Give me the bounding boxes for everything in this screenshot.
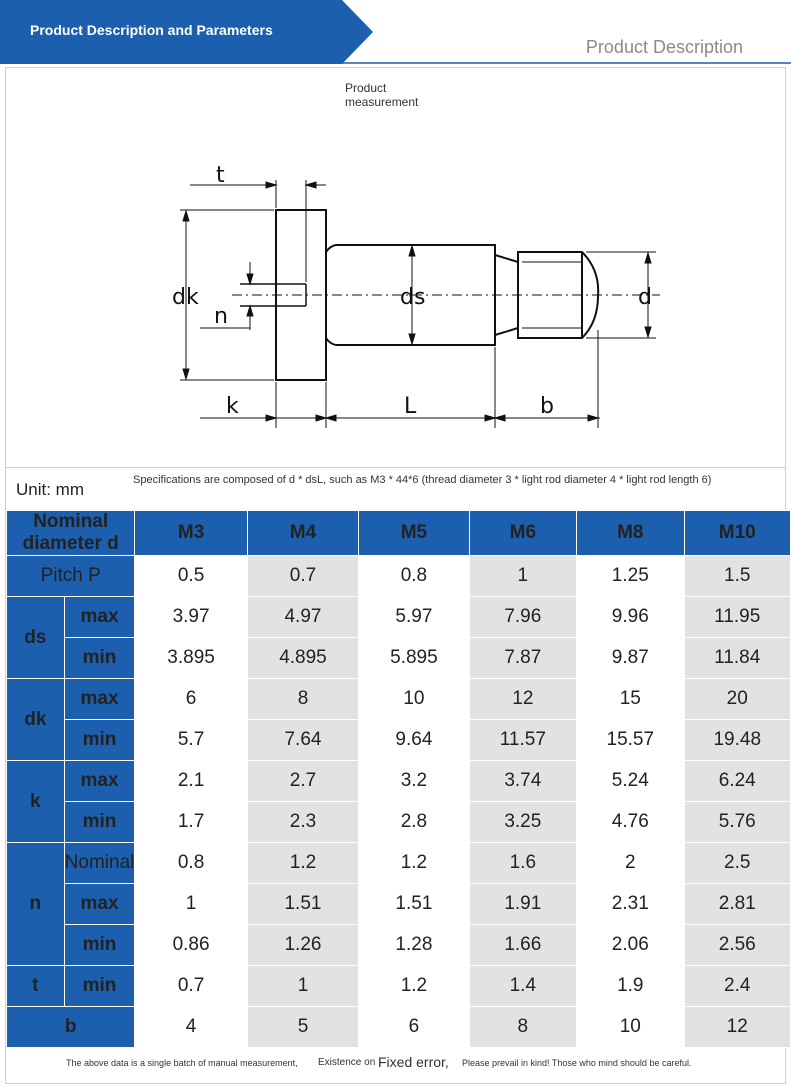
dk-min-cell: 5.7 — [135, 720, 247, 761]
pitch-cell: 1.25 — [577, 556, 684, 597]
header-title: Product Description and Parameters — [30, 22, 273, 38]
header-right-label: Product Description — [585, 37, 743, 57]
sub-label-min: min — [64, 925, 135, 966]
size-header: M8 — [577, 511, 684, 556]
ds-max-cell: 9.96 — [577, 597, 684, 638]
k-max-cell: 3.74 — [469, 761, 576, 802]
dk-max-cell: 6 — [135, 679, 247, 720]
pitch-cell: 0.5 — [135, 556, 247, 597]
table-row — [7, 638, 791, 679]
pitch-cell: 1 — [469, 556, 576, 597]
t-min-cell: 1.4 — [469, 966, 576, 1007]
section-header — [0, 0, 791, 64]
unit-row — [6, 467, 785, 510]
table-row — [7, 966, 791, 1007]
ds-max-cell: 11.95 — [684, 597, 791, 638]
b-cell: 10 — [577, 1007, 684, 1048]
n-nominal-cell: 1.2 — [359, 843, 469, 884]
k-max-cell: 6.24 — [684, 761, 791, 802]
table-row — [7, 843, 791, 884]
dk-min-cell: 19.48 — [684, 720, 791, 761]
table-row — [7, 761, 791, 802]
b-cell: 8 — [469, 1007, 576, 1048]
n-max-cell: 1.51 — [247, 884, 358, 925]
k-min-cell: 1.7 — [135, 802, 247, 843]
nominal-diameter-header: Nominal diameter d — [7, 511, 135, 556]
size-header: M5 — [359, 511, 469, 556]
footer-part2: Existence on — [318, 1057, 376, 1068]
k-min-cell: 5.76 — [684, 802, 791, 843]
t-min-cell: 1.9 — [577, 966, 684, 1007]
ds-max-cell: 7.96 — [469, 597, 576, 638]
sub-label-max: max — [64, 679, 135, 720]
ds-max-cell: 3.97 — [135, 597, 247, 638]
label-L: L — [404, 394, 417, 419]
ds-min-cell: 5.895 — [359, 638, 469, 679]
size-header: M10 — [684, 511, 791, 556]
k-max-cell: 2.1 — [135, 761, 247, 802]
n-min-cell: 0.86 — [135, 925, 247, 966]
dk-min-cell: 7.64 — [247, 720, 358, 761]
footer-part1: The above data is a single batch of manual measurement, — [66, 1058, 298, 1068]
k-min-cell: 2.3 — [247, 802, 358, 843]
n-max-cell: 1 — [135, 884, 247, 925]
sub-label-max: max — [64, 884, 135, 925]
k-min-cell: 2.8 — [359, 802, 469, 843]
n-min-cell: 2.06 — [577, 925, 684, 966]
dk-min-cell: 15.57 — [577, 720, 684, 761]
table-row — [7, 679, 791, 720]
label-ds: ds — [400, 285, 426, 310]
k-min-cell: 3.25 — [469, 802, 576, 843]
k-max-cell: 2.7 — [247, 761, 358, 802]
image-caption: Product measurement — [345, 81, 419, 109]
pitch-cell: 0.8 — [359, 556, 469, 597]
n-max-cell: 1.91 — [469, 884, 576, 925]
n-min-cell: 2.56 — [684, 925, 791, 966]
label-k: k — [226, 394, 239, 419]
size-header: M4 — [247, 511, 358, 556]
pitch-cell: 0.7 — [247, 556, 358, 597]
dk-max-cell: 12 — [469, 679, 576, 720]
n-max-cell: 1.51 — [359, 884, 469, 925]
ds-max-cell: 4.97 — [247, 597, 358, 638]
n-max-cell: 2.31 — [577, 884, 684, 925]
pitch-label: Pitch P — [7, 556, 135, 597]
pitch-cell: 1.5 — [684, 556, 791, 597]
footer-part4: Please prevail in kind! Those who mind should be careful. — [462, 1058, 692, 1068]
t-min-cell: 0.7 — [135, 966, 247, 1007]
b-cell: 12 — [684, 1007, 791, 1048]
k-max-cell: 3.2 — [359, 761, 469, 802]
dk-min-cell: 11.57 — [469, 720, 576, 761]
table-header-row — [7, 511, 791, 556]
dk-max-cell: 8 — [247, 679, 358, 720]
n-nominal-cell: 1.6 — [469, 843, 576, 884]
t-min-cell: 1.2 — [359, 966, 469, 1007]
n-min-cell: 1.26 — [247, 925, 358, 966]
n-nominal-cell: 1.2 — [247, 843, 358, 884]
table-row — [7, 925, 791, 966]
ds-min-cell: 11.84 — [684, 638, 791, 679]
table-row — [7, 802, 791, 843]
label-d: d — [638, 285, 652, 310]
ds-min-cell: 3.895 — [135, 638, 247, 679]
table-row — [7, 597, 791, 638]
n-min-cell: 1.28 — [359, 925, 469, 966]
unit-label: Unit: mm — [16, 480, 84, 499]
group-label-ds: ds — [7, 597, 65, 679]
b-cell: 4 — [135, 1007, 247, 1048]
group-label-dk: dk — [7, 679, 65, 761]
ds-min-cell: 4.895 — [247, 638, 358, 679]
n-nominal-cell: 0.8 — [135, 843, 247, 884]
sub-label-min: min — [64, 638, 135, 679]
n-max-cell: 2.81 — [684, 884, 791, 925]
table-row — [7, 720, 791, 761]
label-t: t — [216, 163, 225, 188]
b-label: b — [7, 1007, 135, 1048]
group-label-k: k — [7, 761, 65, 843]
sub-label-min: min — [64, 966, 135, 1007]
ds-max-cell: 5.97 — [359, 597, 469, 638]
group-label-n: n — [7, 843, 65, 966]
b-cell: 5 — [247, 1007, 358, 1048]
group-label-t: t — [7, 966, 65, 1007]
t-min-cell: 2.4 — [684, 966, 791, 1007]
size-header: M6 — [469, 511, 576, 556]
dk-max-cell: 10 — [359, 679, 469, 720]
k-max-cell: 5.24 — [577, 761, 684, 802]
sub-label-min: min — [64, 802, 135, 843]
sub-label-max: max — [64, 597, 135, 638]
n-min-cell: 1.66 — [469, 925, 576, 966]
table-row — [7, 884, 791, 925]
label-n: n — [214, 304, 228, 329]
label-dk: dk — [172, 285, 199, 310]
spec-table — [6, 510, 791, 1048]
sub-label-min: min — [64, 720, 135, 761]
dk-max-cell: 20 — [684, 679, 791, 720]
sub-label-nominal: Nominal — [64, 843, 135, 884]
sub-label-max: max — [64, 761, 135, 802]
footer-part3: Fixed error, — [378, 1054, 449, 1070]
table-row — [7, 556, 791, 597]
unit-note: Specifications are composed of d * dsL, such as M3 * 44*6 (thread diameter 3 * light rod diameter 4 * light rod length 6) — [133, 474, 712, 486]
dk-max-cell: 15 — [577, 679, 684, 720]
table-row — [7, 1007, 791, 1048]
footer-note — [6, 1043, 785, 1083]
b-cell: 6 — [359, 1007, 469, 1048]
t-min-cell: 1 — [247, 966, 358, 1007]
ds-min-cell: 9.87 — [577, 638, 684, 679]
n-nominal-cell: 2 — [577, 843, 684, 884]
size-header: M3 — [135, 511, 247, 556]
ds-min-cell: 7.87 — [469, 638, 576, 679]
n-nominal-cell: 2.5 — [684, 843, 791, 884]
k-min-cell: 4.76 — [577, 802, 684, 843]
dk-min-cell: 9.64 — [359, 720, 469, 761]
screw-diagram — [120, 150, 680, 450]
label-b: b — [540, 394, 554, 419]
